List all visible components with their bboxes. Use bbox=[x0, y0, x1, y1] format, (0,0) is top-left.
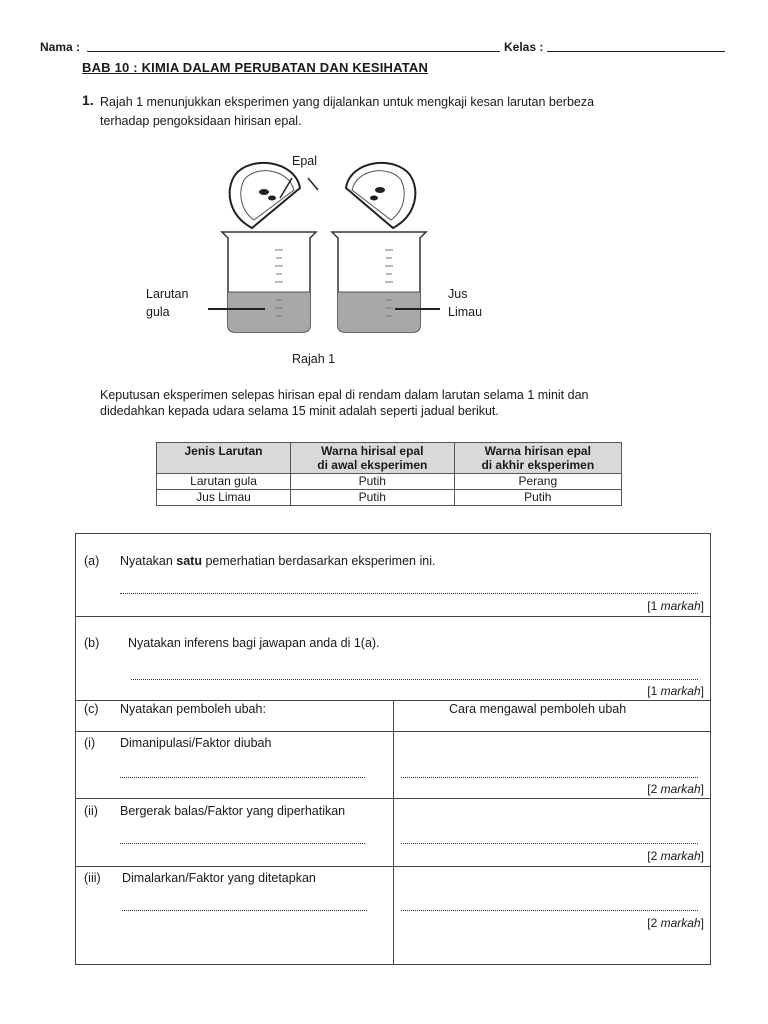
part-iii-answer-left[interactable] bbox=[122, 909, 367, 911]
table-row bbox=[157, 490, 622, 506]
label-larutan-2: gula bbox=[146, 305, 170, 319]
part-iii-question: Dimalarkan/Faktor yang ditetapkan bbox=[122, 871, 316, 885]
apple-slice-right-icon bbox=[346, 163, 415, 228]
table-cell: Putih bbox=[291, 474, 455, 490]
nama-answer-line[interactable] bbox=[87, 40, 500, 52]
question-intro-line2: terhadap pengoksidaan hirisan epal. bbox=[100, 114, 302, 128]
part-a-marks: [1 markah] bbox=[647, 599, 704, 613]
part-iii-label: (iii) bbox=[84, 871, 101, 885]
table-cell: Larutan gula bbox=[157, 474, 291, 490]
part-b-row bbox=[76, 616, 710, 701]
table-cell: Jus Limau bbox=[157, 490, 291, 506]
part-ii-question: Bergerak balas/Faktor yang diperhatikan bbox=[120, 804, 346, 818]
part-i-answer-right[interactable] bbox=[401, 776, 698, 778]
part-iii-answer-right[interactable] bbox=[401, 909, 698, 911]
beaker-right-icon bbox=[332, 232, 426, 332]
label-jus-2: Limau bbox=[448, 305, 483, 319]
part-b-answer-line[interactable] bbox=[131, 678, 698, 680]
results-table-header bbox=[157, 443, 622, 474]
kelas-label: Kelas : bbox=[504, 40, 544, 54]
label-jus-1: Jus bbox=[448, 287, 468, 301]
part-b-label: (b) bbox=[84, 636, 100, 650]
part-c-label: (c) bbox=[84, 702, 99, 716]
part-ii-answer-right[interactable] bbox=[401, 842, 698, 844]
table-cell: Putih bbox=[454, 490, 621, 506]
part-b-marks: [1 markah] bbox=[647, 684, 704, 698]
experiment-diagram bbox=[140, 140, 560, 360]
column-divider bbox=[393, 700, 394, 964]
figure-caption: Rajah 1 bbox=[292, 352, 336, 366]
question-intro-line1: Rajah 1 menunjukkan eksperimen yang dijalankan untuk mengkaji kesan larutan berbeza bbox=[100, 95, 595, 109]
results-table bbox=[156, 442, 622, 506]
part-ii-marks: [2 markah] bbox=[647, 849, 704, 863]
part-ii-answer-left[interactable] bbox=[120, 842, 365, 844]
part-c-question: Nyatakan pemboleh ubah: bbox=[120, 702, 266, 716]
part-b-question: Nyatakan inferens bagi jawapan anda di 1(a). bbox=[128, 636, 380, 650]
part-a-question: Nyatakan satu pemerhatian berdasarkan eksperimen ini. bbox=[120, 554, 436, 568]
result-line2: didedahkan kepada udara selama 15 minit adalah seperti jadual berikut. bbox=[100, 404, 499, 418]
part-a-row bbox=[76, 534, 710, 617]
header-jenis-larutan: Jenis Larutan bbox=[157, 443, 291, 474]
part-ii-label: (ii) bbox=[84, 804, 98, 818]
header-warna-akhir: Warna hirisan epal di akhir eksperimen bbox=[454, 443, 621, 474]
apple-slice-left-icon bbox=[230, 163, 300, 228]
table-row bbox=[157, 474, 622, 490]
kelas-answer-line[interactable] bbox=[547, 40, 725, 52]
epal-pointer-right bbox=[308, 178, 318, 190]
chapter-title: BAB 10 : KIMIA DALAM PERUBATAN DAN KESIHATAN bbox=[82, 60, 429, 75]
table-cell: Putih bbox=[291, 490, 455, 506]
part-i-answer-left[interactable] bbox=[120, 776, 365, 778]
header-warna-awal: Warna hirisal epal di awal eksperimen bbox=[291, 443, 455, 474]
part-i-question: Dimanipulasi/Faktor diubah bbox=[120, 736, 272, 750]
label-larutan-1: Larutan bbox=[146, 287, 189, 301]
part-i-label: (i) bbox=[84, 736, 96, 750]
answer-box bbox=[75, 533, 711, 965]
part-iii-marks: [2 markah] bbox=[647, 916, 704, 930]
nama-label: Nama : bbox=[40, 40, 81, 54]
label-epal: Epal bbox=[292, 154, 318, 168]
result-line1: Keputusan eksperimen selepas hirisan epal di rendam dalam larutan selama 1 minit dan bbox=[100, 388, 589, 402]
beaker-left-icon bbox=[222, 232, 316, 332]
part-c-right-header: Cara mengawal pemboleh ubah bbox=[449, 702, 627, 716]
part-a-label: (a) bbox=[84, 554, 100, 568]
table-cell: Perang bbox=[454, 474, 621, 490]
question-number: 1. bbox=[82, 92, 94, 108]
part-i-marks: [2 markah] bbox=[647, 782, 704, 796]
part-a-answer-line[interactable] bbox=[120, 592, 698, 594]
